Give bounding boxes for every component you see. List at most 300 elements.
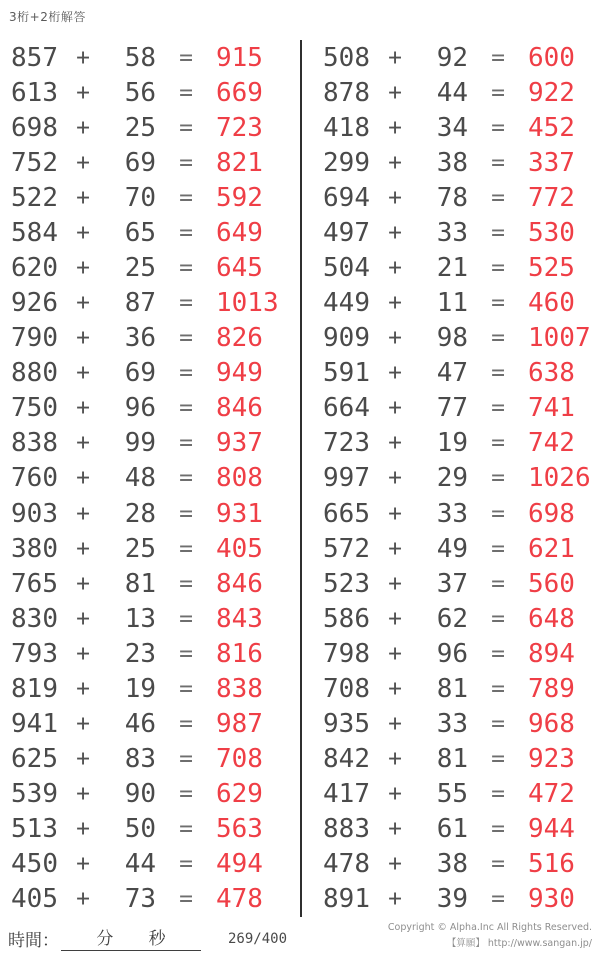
plus-sign: +: [76, 781, 90, 808]
operand-1: 790: [11, 323, 58, 354]
operand-1: 417: [323, 779, 370, 810]
operand-1: 523: [323, 568, 370, 599]
equals-sign: =: [491, 44, 505, 71]
problem-row: [6, 601, 300, 636]
operand-2: 50: [124, 814, 156, 845]
plus-sign: +: [388, 640, 402, 667]
answer-value: 930: [528, 884, 575, 915]
operand-1: 878: [323, 77, 370, 108]
operand-2: 25: [124, 253, 156, 283]
answer-value: 563: [216, 814, 263, 845]
problem-row: [318, 812, 600, 847]
equals-sign: =: [491, 79, 505, 106]
problem-row: [318, 777, 600, 812]
operand-1: 625: [11, 744, 58, 775]
plus-sign: +: [76, 500, 90, 527]
problem-row: [6, 40, 300, 75]
equals-sign: =: [179, 114, 193, 141]
operand-2: 81: [436, 744, 468, 775]
equals-sign: =: [179, 535, 193, 562]
equals-sign: =: [179, 605, 193, 632]
plus-sign: +: [388, 430, 402, 457]
equals-sign: =: [179, 79, 193, 106]
answer-value: 723: [216, 112, 263, 143]
equals-sign: =: [491, 255, 505, 281]
page-title: 3桁+2桁解答: [9, 10, 86, 24]
problem-row: [6, 75, 300, 110]
operand-1: 513: [11, 814, 58, 845]
problem-row: [6, 496, 300, 531]
operand-1: 880: [11, 358, 58, 389]
answer-value: 838: [216, 673, 263, 704]
plus-sign: +: [388, 290, 402, 317]
answer-value: 452: [528, 112, 575, 143]
equals-sign: =: [491, 114, 505, 141]
operand-2: 69: [124, 147, 156, 178]
operand-2: 38: [436, 849, 468, 880]
operand-2: 36: [124, 323, 156, 354]
problem-row: [6, 847, 300, 882]
plus-sign: +: [76, 851, 90, 878]
operand-2: 81: [124, 568, 156, 599]
plus-sign: +: [76, 640, 90, 667]
equals-sign: =: [491, 219, 505, 246]
time-fill-in-line: [61, 924, 201, 951]
operand-1: 450: [11, 849, 58, 880]
operand-1: 941: [11, 709, 58, 740]
equals-sign: =: [179, 816, 193, 843]
equals-sign: =: [491, 149, 505, 176]
equals-sign: =: [179, 44, 193, 71]
operand-1: 765: [11, 568, 58, 599]
answer-value: 1013: [216, 288, 279, 319]
operand-2: 33: [436, 498, 468, 529]
operand-1: 572: [323, 533, 370, 564]
answer-value: 741: [528, 393, 575, 424]
equals-sign: =: [491, 360, 505, 387]
operand-1: 698: [11, 112, 58, 143]
operand-1: 891: [323, 884, 370, 915]
operand-2: 98: [436, 323, 468, 354]
operand-1: 830: [11, 603, 58, 634]
plus-sign: +: [388, 219, 402, 246]
plus-sign: +: [388, 886, 402, 913]
problem-row: [318, 75, 600, 110]
operand-1: 584: [11, 217, 58, 248]
operand-2: 34: [436, 112, 468, 143]
operand-1: 380: [11, 533, 58, 564]
operand-2: 83: [124, 744, 156, 775]
answer-value: 669: [216, 77, 263, 108]
problem-row: [6, 215, 300, 250]
problem-row: [318, 847, 600, 882]
operand-1: 903: [11, 498, 58, 529]
answer-value: 968: [528, 709, 575, 740]
operand-2: 90: [124, 779, 156, 810]
problem-row: [318, 286, 600, 321]
equals-sign: =: [179, 395, 193, 422]
plus-sign: +: [388, 605, 402, 632]
problem-row: [6, 636, 300, 671]
equals-sign: =: [179, 219, 193, 246]
equals-sign: =: [491, 781, 505, 808]
operand-1: 857: [11, 42, 58, 73]
operand-2: 13: [124, 603, 156, 634]
operand-2: 55: [436, 779, 468, 810]
operand-1: 708: [323, 673, 370, 704]
answer-value: 460: [528, 288, 575, 319]
plus-sign: +: [388, 535, 402, 562]
operand-2: 28: [124, 498, 156, 529]
operand-1: 935: [323, 709, 370, 740]
operand-1: 508: [323, 42, 370, 73]
equals-sign: =: [491, 430, 505, 457]
problem-row: [318, 636, 600, 671]
answer-value: 621: [528, 533, 575, 564]
operand-1: 478: [323, 849, 370, 880]
operand-2: 81: [436, 673, 468, 704]
answer-value: 708: [216, 744, 263, 775]
plus-sign: +: [388, 781, 402, 808]
equals-sign: =: [179, 570, 193, 597]
plus-sign: +: [76, 325, 90, 352]
problem-row: [6, 145, 300, 180]
equals-sign: =: [179, 500, 193, 527]
plus-sign: +: [76, 605, 90, 632]
operand-2: 73: [124, 884, 156, 915]
operand-1: 997: [323, 463, 370, 494]
problem-row: [6, 286, 300, 321]
answer-value: 772: [528, 182, 575, 213]
operand-1: 793: [11, 638, 58, 669]
seconds-label: 秒: [148, 929, 166, 949]
plus-sign: +: [388, 114, 402, 141]
operand-1: 504: [323, 253, 370, 283]
answer-value: 478: [216, 884, 263, 915]
answer-value: 846: [216, 568, 263, 599]
problem-row: [318, 882, 600, 917]
problem-row: [318, 566, 600, 601]
answer-value: 530: [528, 217, 575, 248]
operand-2: 47: [436, 358, 468, 389]
operand-1: 299: [323, 147, 370, 178]
problem-row: [6, 531, 300, 566]
plus-sign: +: [76, 255, 90, 281]
operand-2: 58: [124, 42, 156, 73]
equals-sign: =: [179, 675, 193, 702]
operand-2: 96: [124, 393, 156, 424]
equals-sign: =: [491, 184, 505, 211]
operand-2: 61: [436, 814, 468, 845]
answer-value: 649: [216, 217, 263, 248]
problems-column-left: [0, 40, 300, 917]
operand-2: 38: [436, 147, 468, 178]
plus-sign: +: [388, 570, 402, 597]
operand-2: 87: [124, 288, 156, 319]
operand-2: 49: [436, 533, 468, 564]
equals-sign: =: [491, 535, 505, 562]
progress-counter: 269/400: [228, 931, 288, 947]
equals-sign: =: [491, 395, 505, 422]
plus-sign: +: [76, 816, 90, 843]
operand-2: 23: [124, 638, 156, 669]
answer-value: 944: [528, 814, 575, 845]
operand-2: 48: [124, 463, 156, 494]
equals-sign: =: [179, 325, 193, 352]
footer: [0, 917, 600, 957]
plus-sign: +: [76, 44, 90, 71]
operand-1: 883: [323, 814, 370, 845]
operand-1: 798: [323, 638, 370, 669]
problem-row: [318, 671, 600, 706]
time-entry: [8, 924, 201, 951]
answer-value: 1026: [528, 463, 591, 494]
plus-sign: +: [76, 711, 90, 738]
answer-value: 337: [528, 147, 575, 178]
problem-row: [318, 250, 600, 285]
equals-sign: =: [179, 711, 193, 738]
plus-sign: +: [388, 711, 402, 738]
operand-1: 694: [323, 182, 370, 213]
problem-row: [318, 145, 600, 180]
plus-sign: +: [76, 535, 90, 562]
operand-2: 25: [124, 112, 156, 143]
operand-2: 92: [436, 42, 468, 73]
problem-row: [6, 812, 300, 847]
answer-value: 648: [528, 603, 575, 634]
operand-2: 19: [436, 428, 468, 459]
equals-sign: =: [491, 851, 505, 878]
problem-row: [318, 356, 600, 391]
operand-2: 78: [436, 182, 468, 213]
problem-row: [6, 391, 300, 426]
operand-1: 819: [11, 673, 58, 704]
answer-value: 826: [216, 323, 263, 354]
operand-2: 39: [436, 884, 468, 915]
operand-2: 33: [436, 217, 468, 248]
answer-value: 525: [528, 253, 575, 283]
operand-2: 96: [436, 638, 468, 669]
plus-sign: +: [388, 360, 402, 387]
answer-value: 915: [216, 42, 263, 73]
problem-row: [318, 496, 600, 531]
answer-value: 821: [216, 147, 263, 178]
answer-value: 922: [528, 77, 575, 108]
operand-2: 44: [124, 849, 156, 880]
answer-value: 937: [216, 428, 263, 459]
answer-value: 405: [216, 533, 263, 564]
operand-1: 842: [323, 744, 370, 775]
problem-row: [318, 601, 600, 636]
answer-value: 698: [528, 498, 575, 529]
problems-column-right: [300, 40, 600, 917]
answer-value: 816: [216, 638, 263, 669]
problem-row: [6, 742, 300, 777]
operand-1: 909: [323, 323, 370, 354]
problem-row: [6, 426, 300, 461]
plus-sign: +: [76, 746, 90, 773]
equals-sign: =: [491, 816, 505, 843]
operand-2: 70: [124, 182, 156, 213]
operand-1: 405: [11, 884, 58, 915]
plus-sign: +: [76, 219, 90, 246]
equals-sign: =: [179, 430, 193, 457]
answer-value: 949: [216, 358, 263, 389]
operand-2: 29: [436, 463, 468, 494]
operand-1: 723: [323, 428, 370, 459]
equals-sign: =: [179, 465, 193, 492]
operand-2: 65: [124, 217, 156, 248]
problem-row: [318, 391, 600, 426]
plus-sign: +: [388, 325, 402, 352]
equals-sign: =: [179, 746, 193, 773]
answer-value: 629: [216, 779, 263, 810]
answer-value: 808: [216, 463, 263, 494]
operand-1: 497: [323, 217, 370, 248]
answer-value: 472: [528, 779, 575, 810]
equals-sign: =: [491, 675, 505, 702]
operand-1: 620: [11, 253, 58, 283]
plus-sign: +: [76, 149, 90, 176]
problem-row: [6, 566, 300, 601]
equals-sign: =: [491, 465, 505, 492]
equals-sign: =: [179, 290, 193, 317]
equals-sign: =: [179, 851, 193, 878]
answer-value: 494: [216, 849, 263, 880]
problem-row: [6, 671, 300, 706]
answer-value: 516: [528, 849, 575, 880]
answer-value: 600: [528, 42, 575, 73]
answer-value: 931: [216, 498, 263, 529]
operand-2: 21: [436, 253, 468, 283]
problem-row: [318, 706, 600, 741]
plus-sign: +: [388, 255, 402, 281]
operand-1: 539: [11, 779, 58, 810]
problem-row: [6, 356, 300, 391]
equals-sign: =: [491, 640, 505, 667]
answer-value: 592: [216, 182, 263, 213]
plus-sign: +: [76, 465, 90, 492]
problem-row: [6, 777, 300, 812]
operand-1: 449: [323, 288, 370, 319]
problem-row: [318, 215, 600, 250]
copyright-notice: [388, 920, 592, 951]
time-label: 時間：: [8, 931, 59, 951]
problem-row: [6, 250, 300, 285]
operand-1: 926: [11, 288, 58, 319]
answer-value: 560: [528, 568, 575, 599]
equals-sign: =: [179, 360, 193, 387]
plus-sign: +: [388, 79, 402, 106]
answer-value: 645: [216, 253, 263, 283]
operand-1: 613: [11, 77, 58, 108]
equals-sign: =: [491, 746, 505, 773]
problems-area: [0, 40, 600, 917]
answer-value: 923: [528, 744, 575, 775]
plus-sign: +: [388, 675, 402, 702]
plus-sign: +: [388, 465, 402, 492]
answer-value: 894: [528, 638, 575, 669]
problem-row: [6, 882, 300, 917]
answer-value: 987: [216, 709, 263, 740]
plus-sign: +: [76, 886, 90, 913]
problem-row: [318, 461, 600, 496]
equals-sign: =: [491, 886, 505, 913]
plus-sign: +: [388, 149, 402, 176]
operand-1: 760: [11, 463, 58, 494]
plus-sign: +: [76, 184, 90, 211]
equals-sign: =: [491, 711, 505, 738]
operand-2: 62: [436, 603, 468, 634]
operand-2: 44: [436, 77, 468, 108]
operand-1: 838: [11, 428, 58, 459]
problem-row: [318, 742, 600, 777]
problem-row: [318, 321, 600, 356]
problem-row: [318, 110, 600, 145]
problem-row: [318, 180, 600, 215]
equals-sign: =: [179, 149, 193, 176]
plus-sign: +: [388, 816, 402, 843]
equals-sign: =: [179, 184, 193, 211]
problem-row: [6, 321, 300, 356]
equals-sign: =: [491, 290, 505, 317]
equals-sign: =: [491, 500, 505, 527]
plus-sign: +: [388, 395, 402, 422]
answer-value: 789: [528, 673, 575, 704]
operand-2: 69: [124, 358, 156, 389]
copyright-line-2: 【算願】 http://www.sangan.jp/: [446, 937, 592, 949]
plus-sign: +: [76, 360, 90, 387]
operand-2: 77: [436, 393, 468, 424]
operand-2: 46: [124, 709, 156, 740]
equals-sign: =: [179, 640, 193, 667]
plus-sign: +: [76, 395, 90, 422]
operand-1: 664: [323, 393, 370, 424]
operand-2: 25: [124, 533, 156, 564]
plus-sign: +: [388, 851, 402, 878]
plus-sign: +: [76, 114, 90, 141]
problem-row: [318, 40, 600, 75]
equals-sign: =: [179, 255, 193, 281]
plus-sign: +: [76, 79, 90, 106]
equals-sign: =: [179, 886, 193, 913]
answer-value: 846: [216, 393, 263, 424]
operand-1: 752: [11, 147, 58, 178]
answer-value: 638: [528, 358, 575, 389]
plus-sign: +: [76, 570, 90, 597]
operand-2: 11: [436, 288, 468, 319]
operand-2: 99: [124, 428, 156, 459]
plus-sign: +: [388, 44, 402, 71]
plus-sign: +: [76, 290, 90, 317]
problem-row: [6, 706, 300, 741]
answer-value: 1007: [528, 323, 591, 354]
equals-sign: =: [179, 781, 193, 808]
operand-2: 56: [124, 77, 156, 108]
operand-1: 665: [323, 498, 370, 529]
problem-row: [6, 110, 300, 145]
operand-1: 750: [11, 393, 58, 424]
equals-sign: =: [491, 605, 505, 632]
problem-row: [318, 531, 600, 566]
problem-row: [6, 461, 300, 496]
problem-row: [318, 426, 600, 461]
plus-sign: +: [76, 430, 90, 457]
answer-value: 843: [216, 603, 263, 634]
operand-2: 33: [436, 709, 468, 740]
operand-1: 418: [323, 112, 370, 143]
operand-2: 37: [436, 568, 468, 599]
